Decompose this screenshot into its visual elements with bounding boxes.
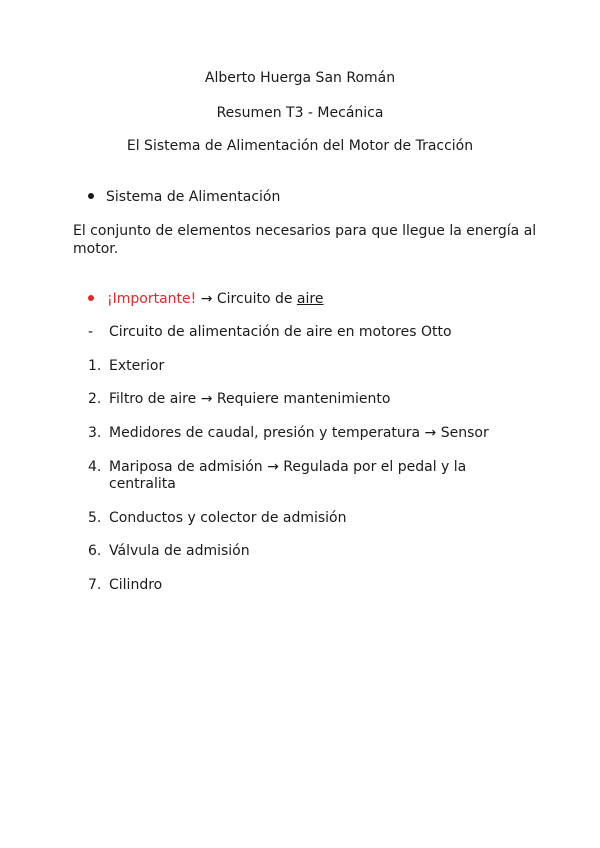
list-number: 7. bbox=[88, 577, 102, 593]
list-item bbox=[88, 425, 489, 442]
document-title: El Sistema de Alimentación del Motor de Tracción bbox=[126, 138, 474, 154]
document-subtitle: Resumen T3 - Mecánica bbox=[216, 105, 384, 121]
important-label: ¡Importante! bbox=[107, 291, 197, 307]
section-bullet-text: Sistema de Alimentación bbox=[106, 189, 281, 205]
author-name: Alberto Huerga San Román bbox=[204, 70, 396, 86]
list-item-text: Conductos y colector de admisión bbox=[109, 510, 347, 526]
list-item bbox=[88, 358, 164, 375]
list-item-text: Filtro de aire → Requiere mantenimiento bbox=[109, 391, 391, 407]
section-bullet bbox=[88, 188, 280, 206]
list-item-text: Mariposa de admisión → Regulada por el pedal y la centralita bbox=[109, 459, 467, 492]
dash-item bbox=[88, 324, 452, 341]
list-number: 2. bbox=[88, 391, 102, 407]
dash-marker: - bbox=[88, 324, 94, 340]
important-item bbox=[88, 291, 323, 308]
intro-paragraph: El conjunto de elementos necesarios para que llegue la energía al motor. bbox=[73, 223, 537, 257]
important-arrow-text: → Circuito de bbox=[196, 291, 297, 307]
bullet-dot-icon bbox=[88, 193, 94, 199]
list-number: 1. bbox=[88, 358, 102, 374]
red-bullet-dot-icon bbox=[88, 295, 94, 301]
list-item-text: Exterior bbox=[109, 358, 165, 374]
list-item bbox=[88, 459, 489, 493]
important-underlined-word: aire bbox=[296, 291, 324, 307]
list-item bbox=[88, 577, 162, 594]
list-number: 6. bbox=[88, 543, 102, 559]
list-number: 3. bbox=[88, 425, 102, 441]
list-number: 5. bbox=[88, 510, 102, 526]
list-item-text: Válvula de admisión bbox=[109, 543, 250, 559]
list-item-text: Cilindro bbox=[109, 577, 163, 593]
list-item bbox=[88, 510, 347, 527]
list-number: 4. bbox=[88, 459, 102, 475]
dash-item-text: Circuito de alimentación de aire en motores Otto bbox=[109, 324, 452, 340]
list-item bbox=[88, 543, 250, 560]
list-item bbox=[88, 391, 390, 408]
list-item-text: Medidores de caudal, presión y temperatura → Sensor bbox=[109, 425, 489, 441]
